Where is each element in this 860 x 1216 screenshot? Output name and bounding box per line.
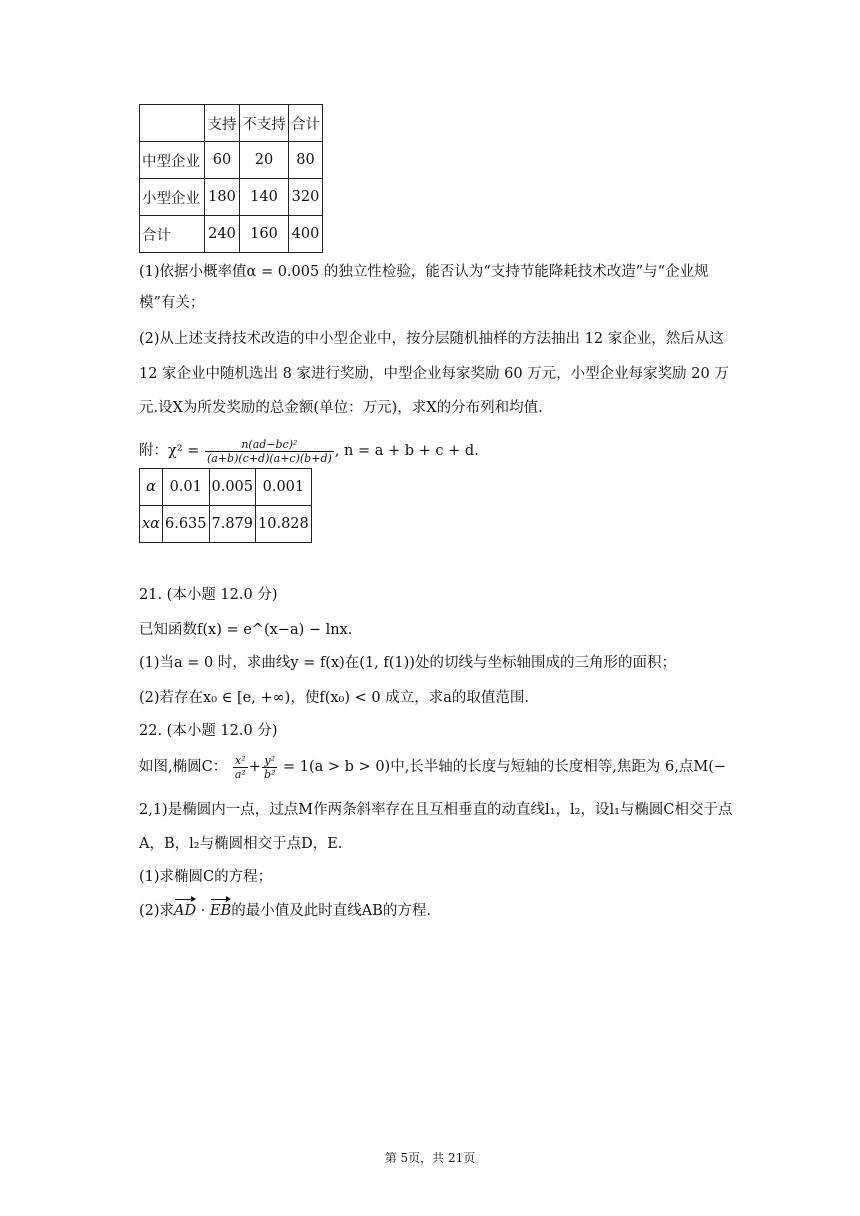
q20-part2-line1: (2)从上述支持技术改造的中小型企业中，按分层随机抽样的方法抽出 12 家企业，然后从这	[139, 331, 724, 347]
table-cell: 160	[240, 216, 289, 253]
table-cell: 7.879	[209, 506, 256, 543]
table-row	[140, 216, 323, 253]
table-cell: 180	[205, 179, 240, 216]
page-footer: 第 5页，共 21页	[384, 1151, 476, 1165]
table-cell: 400	[289, 216, 323, 253]
fraction-numerator: n(ad−bc)²	[205, 438, 334, 452]
table-cell: 20	[240, 142, 289, 179]
table-row	[140, 105, 323, 142]
table-cell: 240	[205, 216, 240, 253]
q20-part1-line1: (1)依据小概率值α = 0.005 的独立性检验，能否认为“支持节能降耗技术改造”与“企业规	[139, 264, 709, 280]
table-cell: 10.828	[256, 506, 312, 543]
q21-stem: 已知函数f(x) = e^(x−a) − lnx.	[139, 622, 353, 638]
table-row	[140, 506, 312, 543]
chi-square-fraction	[205, 438, 334, 465]
q22-part2-prefix: (2)求	[139, 903, 175, 919]
q22-part2-suffix: 的最小值及此时直线AB的方程.	[231, 903, 431, 919]
q21-part1: (1)当a = 0 时，求曲线y = f(x)在(1, f(1))处的切线与坐标轴围成的三角形的面积；	[139, 655, 676, 671]
ellipse-term-x: $\frac{\text{x²}}{\text{a²}}$	[234, 753, 246, 781]
row-label: 小型企业	[140, 179, 205, 216]
q20-appendix-formula	[139, 436, 479, 466]
q20-part2-line2: 12 家企业中随机选出 8 家进行奖励，中型企业每家奖励 60 万元，小型企业每家奖励 20 万	[139, 366, 729, 382]
header-cell: 合计	[289, 105, 323, 142]
table-row	[140, 469, 312, 506]
header-cell: 支持	[205, 105, 240, 142]
formula-suffix: , n = a + b + c + d.	[334, 443, 479, 459]
q22-part1: (1)求椭圆C的方程；	[139, 869, 273, 885]
ellipse-term-y: $\frac{\text{y²}}{\text{b²}}$	[263, 753, 276, 781]
q22-stem-prefix: 如图,椭圆C：	[139, 759, 228, 775]
table-row	[140, 142, 323, 179]
row-label: xα	[140, 506, 163, 543]
table-cell: 0.005	[209, 469, 256, 506]
table-cell: 140	[240, 179, 289, 216]
row-label: α	[140, 469, 163, 506]
fraction-denominator: (a+b)(c+d)(a+c)(b+d)	[206, 451, 332, 465]
q21-part2: (2)若存在x₀ ∈ [e, +∞)，使f(x₀) < 0 成立，求a的取值范围.	[139, 690, 529, 706]
q22-stem: 如图,椭圆C： $\frac{\text{x²}}{\text{a²}}$ + $\frac{\text{y²}}{\text{b²}}$ = 1(a > b > 0)中,长半轴的长度与短轴的长度相等,焦距为 6,点M(−	[139, 753, 727, 781]
q20-part2-line3: 元.设X为所发奖励的总金额(单位：万元)，求X的分布列和均值.	[139, 400, 543, 416]
table-cell: 0.01	[162, 469, 209, 506]
table-cell: 0.001	[256, 469, 312, 506]
row-label: 合计	[140, 216, 205, 253]
q20-part1-line2: 模”有关；	[139, 295, 205, 311]
q22-stem-suffix: = 1(a > b > 0)中,长半轴的长度与短轴的长度相等,焦距为 6,点M(−	[283, 759, 727, 775]
row-label: 中型企业	[140, 142, 205, 179]
q22-line3: A，B，l₂与椭圆相交于点D，E.	[139, 836, 343, 852]
critical-value-table	[139, 468, 312, 543]
vector-ad: AD	[174, 903, 197, 919]
table-cell: 6.635	[162, 506, 209, 543]
q22-header: 22. (本小题 12.0 分)	[139, 723, 278, 739]
formula-prefix: 附：χ² =	[139, 443, 200, 459]
q22-line2: 2,1)是椭圆内一点，过点M作两条斜率存在且互相垂直的动直线l₁，l₂，设l₁与椭圆C相交于点	[139, 802, 733, 818]
table-cell: 320	[289, 179, 323, 216]
q22-part2	[139, 901, 431, 921]
contingency-table	[139, 104, 323, 253]
dot-operator: ·	[196, 903, 210, 919]
vector-eb: EB	[209, 903, 232, 919]
table-cell: 60	[205, 142, 240, 179]
q21-header: 21. (本小题 12.0 分)	[139, 587, 278, 603]
table-row	[140, 179, 323, 216]
table-cell: 80	[289, 142, 323, 179]
header-cell: 不支持	[240, 105, 289, 142]
